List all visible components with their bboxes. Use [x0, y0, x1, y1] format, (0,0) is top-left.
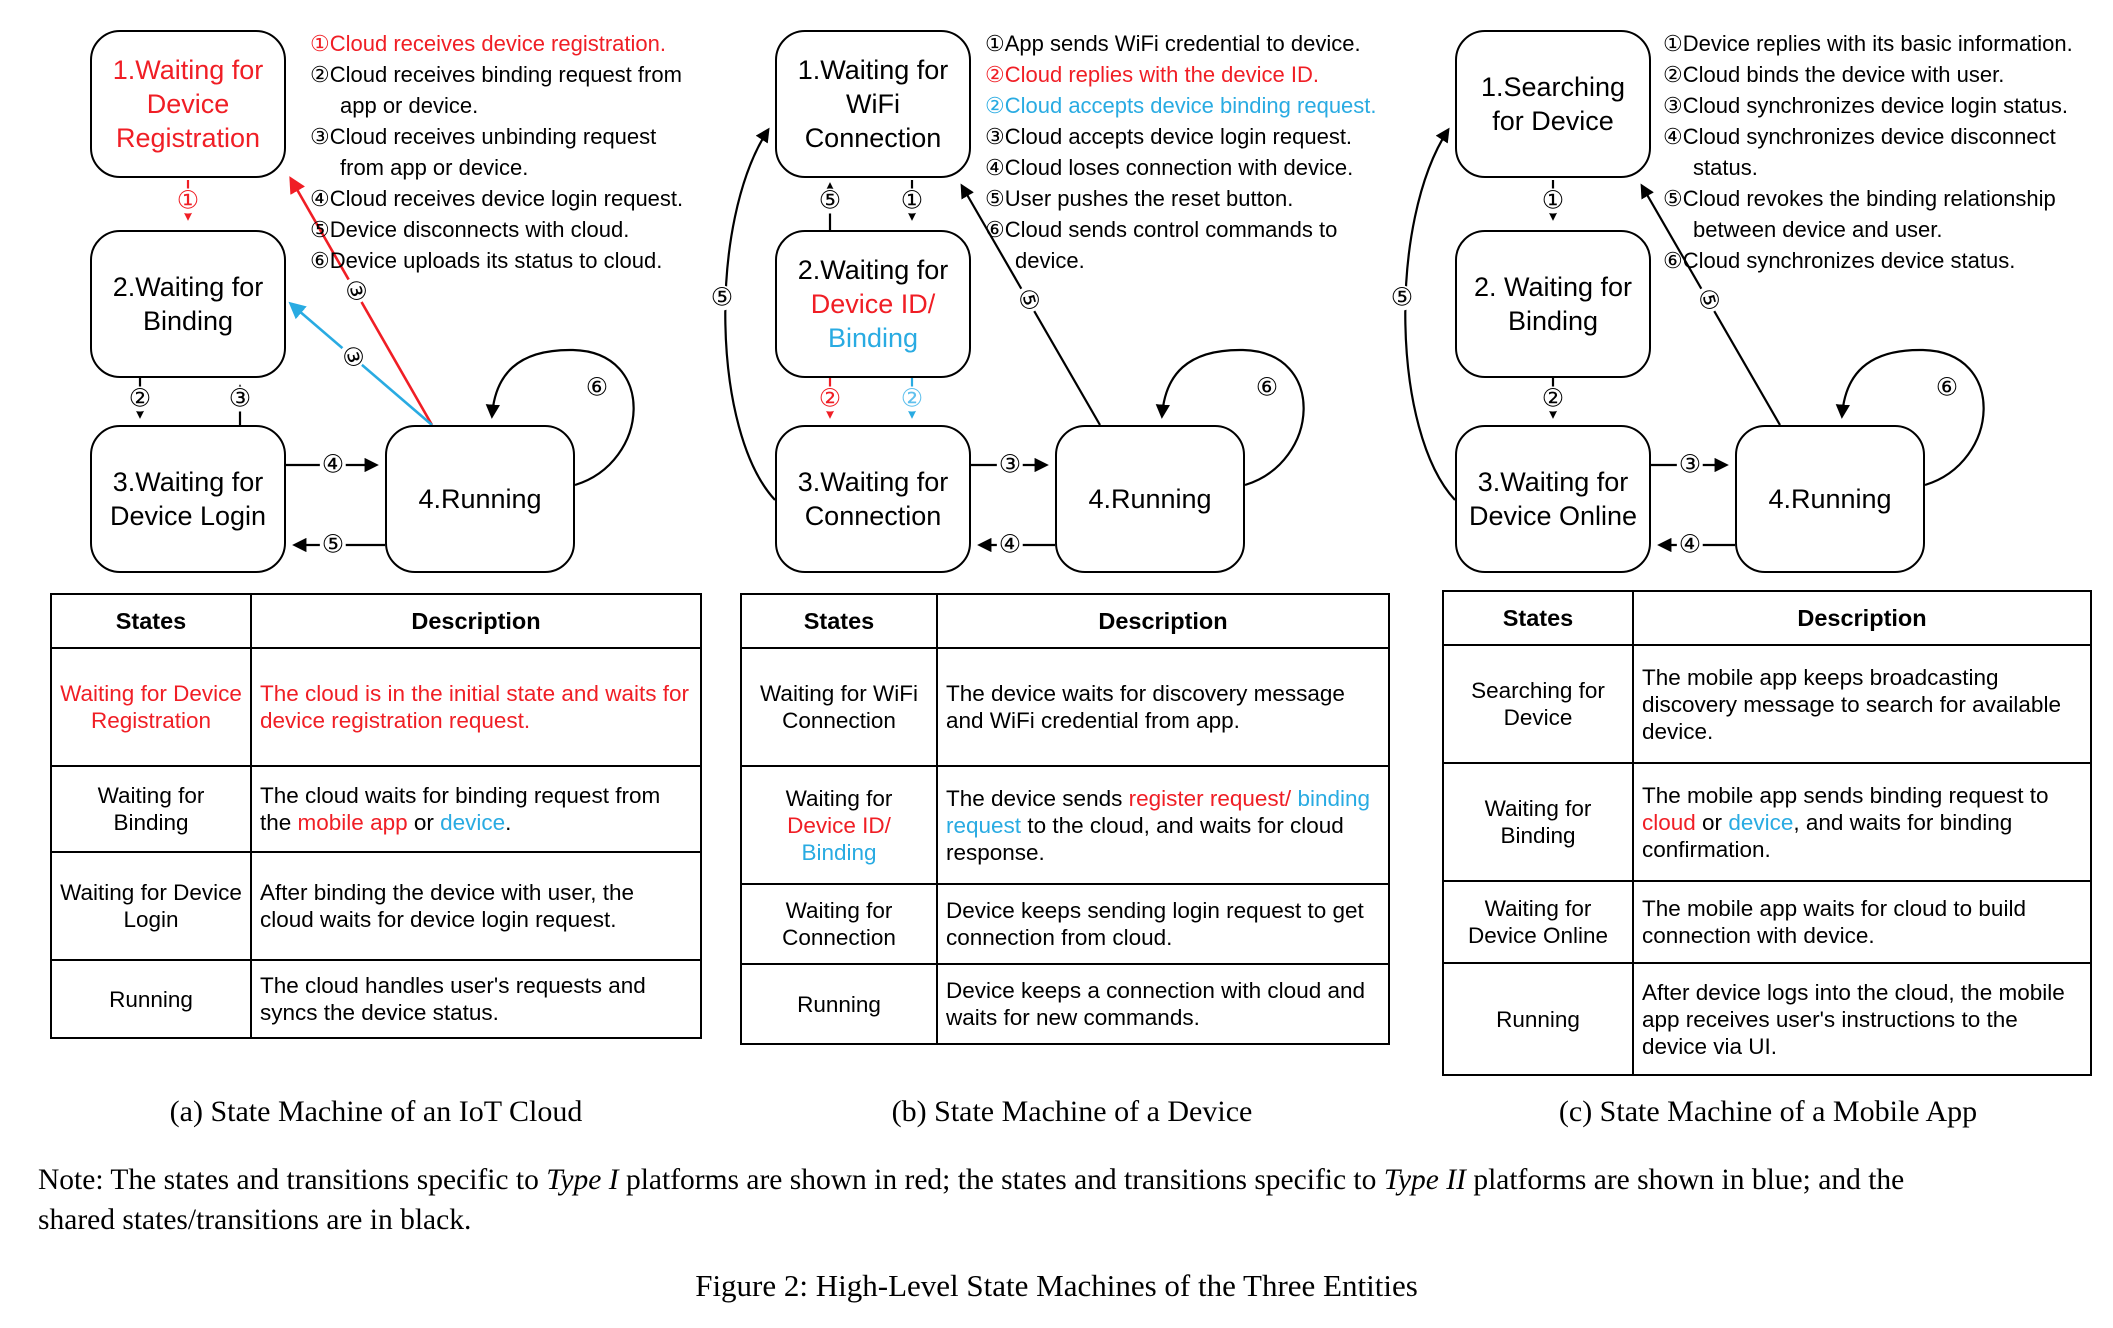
state-table-b [740, 593, 1390, 1045]
table-row [741, 766, 1389, 884]
label-b-transition-2-red: ② [818, 384, 842, 413]
table-a-r3-state: Waiting for Device Login [51, 852, 251, 960]
legend-b-item-5: ⑤User pushes the reset button. [985, 186, 1294, 211]
legend-a [310, 28, 683, 276]
table-c-header-description: Description [1633, 591, 2091, 645]
label-c-transition-3: ③ [1678, 450, 1702, 479]
legend-b-item-4: ④Cloud loses connection with device. [985, 155, 1354, 180]
state-a-waiting-device-login: 3.Waiting for Device Login [90, 425, 286, 573]
label-a-transition-4: ④ [321, 450, 345, 479]
arrow-b-3to1-curve [725, 130, 775, 500]
arrow-c-3to1-curve [1405, 130, 1455, 500]
table-row [1443, 645, 2091, 763]
table-row [741, 884, 1389, 964]
legend-a-item-2: ②Cloud receives binding request from [310, 62, 682, 87]
label-a-diagonal-red-3: ③ [339, 276, 372, 306]
table-c-r3-desc: The mobile app waits for cloud to build connection with device. [1633, 881, 2091, 963]
legend-c-item-5-cont: between device and user. [1693, 217, 1943, 242]
label-b-transition-1: ① [900, 186, 924, 215]
label-b-transition-6: ⑥ [1255, 373, 1279, 402]
table-row [1443, 963, 2091, 1075]
label-a-transition-5: ⑤ [321, 530, 345, 559]
figure-caption: Figure 2: High-Level State Machines of the Three Entities [695, 1268, 1418, 1303]
label-c-transition-2: ② [1541, 384, 1565, 413]
table-b-r3-state: Waiting for Connection [741, 884, 937, 964]
panel-c-caption: (c) State Machine of a Mobile App [1558, 1095, 1978, 1128]
table-c-r1-state: Searching for Device [1443, 645, 1633, 763]
table-c-r4-desc: After device logs into the cloud, the mobile app receives user's instructions to the device via UI. [1633, 963, 2091, 1075]
figure-note-line-1: Note: The states and transitions specific to Type I platforms are shown in red; the states and transitions specific to Type II platforms are shown in blue; and the [38, 1164, 1905, 1196]
label-a-transition-6: ⑥ [585, 373, 609, 402]
table-c-r3-state: Waiting for Device Online [1443, 881, 1633, 963]
legend-a-item-1: ①Cloud receives device registration. [310, 31, 666, 56]
table-row [51, 852, 701, 960]
legend-b-item-6: ⑥Cloud sends control commands to [985, 217, 1338, 242]
state-a-waiting-device-registration: 1.Waiting for Device Registration [90, 30, 286, 178]
table-a-r2-desc: The cloud waits for binding request from the mobile app or device. [251, 766, 701, 852]
table-row [741, 964, 1389, 1044]
table-a-r2-state: Waiting for Binding [51, 766, 251, 852]
table-b-r2-desc: The device sends register request/ binding request to the cloud, and waits for cloud response. [937, 766, 1389, 884]
table-a-r4-state: Running [51, 960, 251, 1038]
legend-a-item-4: ④Cloud receives device login request. [310, 186, 684, 211]
label-c-transition-4: ④ [1678, 530, 1702, 559]
table-c-r4-state: Running [1443, 963, 1633, 1075]
label-a-diagonal-blue-3: ③ [336, 342, 369, 372]
table-b-r4-state: Running [741, 964, 937, 1044]
table-a-r1-state: Waiting for Device Registration [51, 648, 251, 766]
label-b-transition-5-diagonal: ⑤ [1012, 285, 1045, 315]
table-c-r1-desc: The mobile app keeps broadcasting discovery message to search for available device. [1633, 645, 2091, 763]
panel-a-caption: (a) State Machine of an IoT Cloud [169, 1095, 583, 1128]
label-c-transition-5-curve: ⑤ [1390, 283, 1414, 312]
table-b-header-description: Description [937, 594, 1389, 648]
state-a-running: 4.Running [385, 425, 575, 573]
legend-c-item-5: ⑤Cloud revokes the binding relationship [1663, 186, 2056, 211]
label-c-transition-5-diagonal: ⑤ [1692, 285, 1725, 315]
state-c-running: 4.Running [1735, 425, 1925, 573]
state-c-waiting-binding: 2. Waiting for Binding [1455, 230, 1651, 378]
state-table-c [1442, 590, 2092, 1076]
label-c-transition-6: ⑥ [1935, 373, 1959, 402]
label-b-transition-2-blue: ② [900, 384, 924, 413]
state-b-waiting-deviceid-binding: 2.Waiting for Device ID/ Binding [775, 230, 971, 378]
table-a-header-states: States [51, 594, 251, 648]
table-row [51, 648, 701, 766]
table-a-r3-desc: After binding the device with user, the cloud waits for device login request. [251, 852, 701, 960]
table-row [1443, 763, 2091, 881]
label-a-transition-3: ③ [228, 384, 252, 413]
label-a-transition-1: ① [176, 186, 200, 215]
table-c-r2-state: Waiting for Binding [1443, 763, 1633, 881]
table-b-r4-desc: Device keeps a connection with cloud and waits for new commands. [937, 964, 1389, 1044]
legend-c [1663, 28, 2073, 276]
label-b-transition-5-curve: ⑤ [710, 283, 734, 312]
table-a-header-description: Description [251, 594, 701, 648]
legend-b-item-2-red: ②Cloud replies with the device ID. [985, 62, 1319, 87]
state-table-a [50, 593, 702, 1039]
table-row [51, 766, 701, 852]
figure-note-line-2: shared states/transitions are in black. [38, 1204, 472, 1236]
table-row [741, 648, 1389, 766]
legend-a-item-3-cont: from app or device. [340, 155, 529, 180]
table-a-r4-desc: The cloud handles user's requests and syncs the device status. [251, 960, 701, 1038]
legend-b [985, 28, 1377, 276]
state-b-running: 4.Running [1055, 425, 1245, 573]
legend-b-item-2-blue: ②Cloud accepts device binding request. [985, 93, 1377, 118]
panel-b-caption: (b) State Machine of a Device [891, 1095, 1253, 1128]
legend-c-item-6: ⑥Cloud synchronizes device status. [1663, 248, 2016, 273]
table-a-r1-desc: The cloud is in the initial state and waits for device registration request. [251, 648, 701, 766]
legend-c-item-1: ①Device replies with its basic information. [1663, 31, 2073, 56]
table-b-r1-desc: The device waits for discovery message and WiFi credential from app. [937, 648, 1389, 766]
legend-a-item-3: ③Cloud receives unbinding request [310, 124, 657, 149]
table-row [1443, 881, 2091, 963]
legend-c-item-3: ③Cloud synchronizes device login status. [1663, 93, 2068, 118]
label-c-transition-1: ① [1541, 186, 1565, 215]
figure-note [38, 1160, 2083, 1240]
table-c-r2-desc: The mobile app sends binding request to cloud or device, and waits for binding confirmation. [1633, 763, 2091, 881]
legend-c-item-2: ②Cloud binds the device with user. [1663, 62, 2005, 87]
state-c-searching-for-device: 1.Searching for Device [1455, 30, 1651, 178]
table-b-header-states: States [741, 594, 937, 648]
legend-a-item-2-cont: app or device. [340, 93, 479, 118]
state-b-waiting-connection: 3.Waiting for Connection [775, 425, 971, 573]
table-row [51, 960, 701, 1038]
table-b-r3-desc: Device keeps sending login request to get connection from cloud. [937, 884, 1389, 964]
legend-b-item-3: ③Cloud accepts device login request. [985, 124, 1353, 149]
table-c-header-states: States [1443, 591, 1633, 645]
legend-b-item-6-cont: device. [1015, 248, 1085, 273]
state-a-waiting-binding: 2.Waiting for Binding [90, 230, 286, 378]
legend-a-item-5: ⑤Device disconnects with cloud. [310, 217, 630, 242]
state-c-waiting-device-online: 3.Waiting for Device Online [1455, 425, 1651, 573]
table-b-r2-state: Waiting for Device ID/ Binding [741, 766, 937, 884]
legend-a-item-6: ⑥Device uploads its status to cloud. [310, 248, 663, 273]
label-b-transition-4: ④ [998, 530, 1022, 559]
legend-c-item-4: ④Cloud synchronizes device disconnect [1663, 124, 2056, 149]
label-b-transition-5-up: ⑤ [818, 186, 842, 215]
state-b-waiting-wifi-connection: 1.Waiting for WiFi Connection [775, 30, 971, 178]
label-a-transition-2: ② [128, 384, 152, 413]
legend-c-item-4-cont: status. [1693, 155, 1758, 180]
table-b-r1-state: Waiting for WiFi Connection [741, 648, 937, 766]
legend-b-item-1: ①App sends WiFi credential to device. [985, 31, 1361, 56]
label-b-transition-3: ③ [998, 450, 1022, 479]
